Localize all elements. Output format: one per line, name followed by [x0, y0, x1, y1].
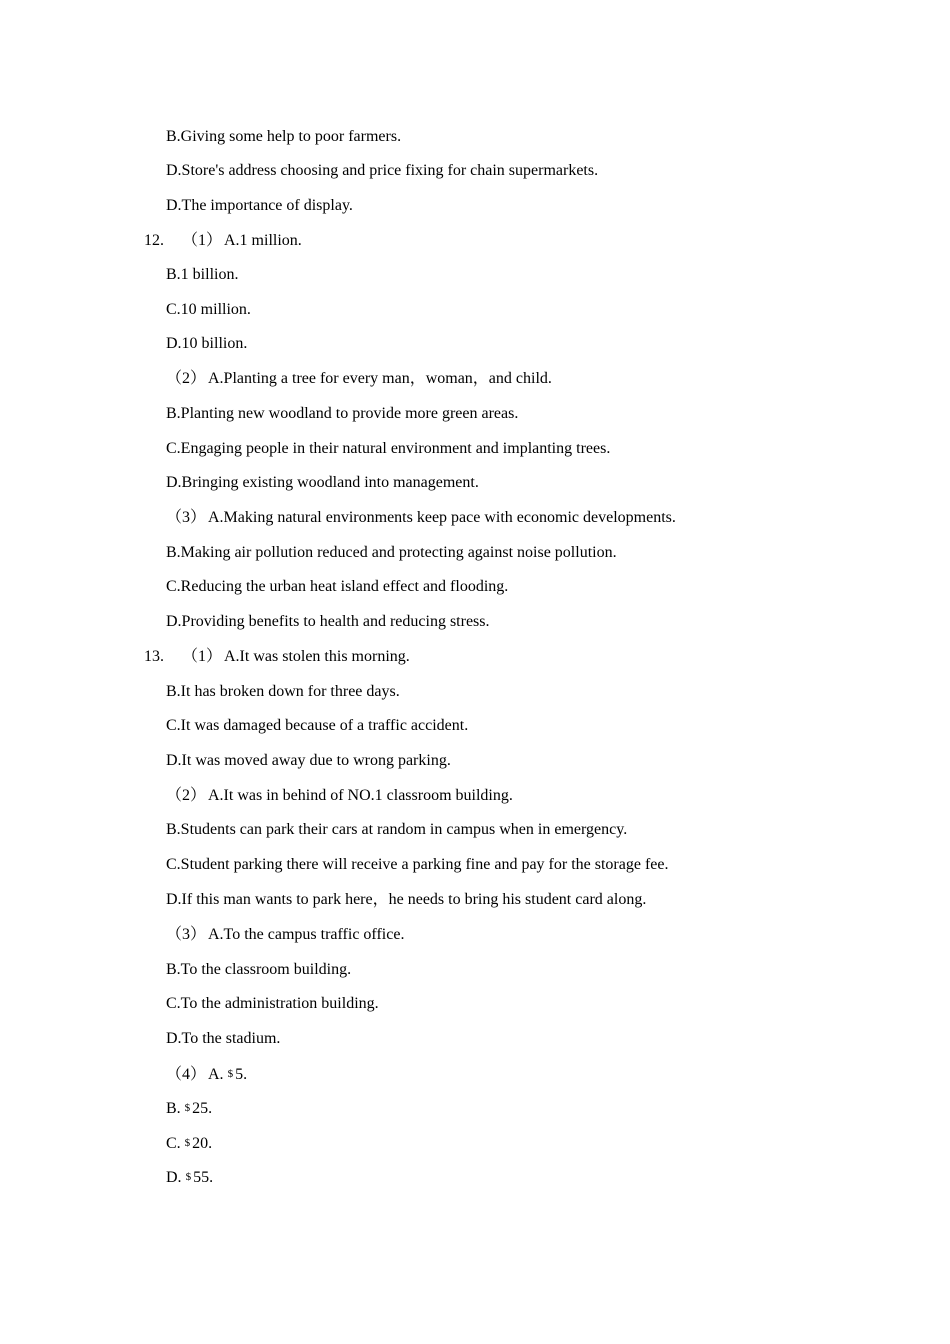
option-text: C.Reducing the urban heat island effect and flooding.	[166, 578, 509, 595]
option-text: B.It has broken down for three days.	[166, 683, 400, 700]
option-line	[166, 577, 508, 597]
option-line	[166, 439, 610, 459]
option-line	[166, 1029, 280, 1049]
option-text: B.Giving some help to poor farmers.	[166, 128, 402, 145]
option-text: B.Planting new woodland to provide more green areas.	[166, 405, 519, 422]
option-text: C.Student parking there will receive a parking fine and pay for the storage fee.	[166, 856, 669, 873]
option-text: D.Store's address choosing and price fixing for chain supermarkets.	[166, 162, 599, 179]
option-text: D.Providing benefits to health and reducing stress.	[166, 613, 490, 630]
option-text: A.It was in behind of NO.1 classroom building.	[208, 787, 513, 804]
option-prefix: B.	[166, 1100, 181, 1117]
sub-question-number: （1）	[182, 648, 223, 665]
option-amount: 20.	[192, 1135, 213, 1152]
option-text: B.Making air pollution reduced and protecting against noise pollution.	[166, 544, 617, 561]
option-line	[166, 196, 353, 216]
question-number: 12.	[144, 232, 164, 249]
option-text: D.Bringing existing woodland into management.	[166, 474, 479, 491]
question-13-line	[144, 647, 410, 667]
option-line	[166, 890, 646, 910]
option-line	[166, 404, 518, 424]
option-text: C.10 million.	[166, 301, 251, 318]
currency-symbol: $	[227, 1068, 234, 1080]
option-line	[166, 855, 668, 875]
option-prefix: C.	[166, 1135, 181, 1152]
option-line	[166, 751, 451, 771]
sub-question-number: （2）	[166, 370, 207, 387]
option-text: C.To the administration building.	[166, 995, 379, 1012]
option-text: C.Engaging people in their natural environment and implanting trees.	[166, 440, 611, 457]
option-line	[166, 1167, 213, 1188]
option-text: D.10 billion.	[166, 335, 248, 352]
option-prefix: A.	[208, 1066, 224, 1083]
option-line	[166, 1133, 212, 1154]
currency-symbol: $	[184, 1137, 191, 1149]
option-amount: 25.	[192, 1100, 213, 1117]
option-line	[166, 820, 627, 840]
sub-question-line	[166, 925, 404, 945]
option-line	[166, 265, 238, 285]
sub-question-number: （3）	[166, 509, 207, 526]
option-line	[166, 612, 490, 632]
option-text: D.It was moved away due to wrong parking.	[166, 752, 451, 769]
sub-question-line	[166, 508, 676, 528]
option-line	[166, 473, 479, 493]
option-line	[166, 1098, 212, 1119]
option-line	[166, 960, 351, 980]
question-number: 13.	[144, 648, 164, 665]
option-text: A.1 million.	[224, 232, 302, 249]
option-line	[166, 716, 468, 736]
option-text: A.To the campus traffic office.	[208, 926, 405, 943]
sub-question-number: （4）	[166, 1066, 207, 1083]
sub-question-line	[166, 369, 552, 389]
option-text: A.It was stolen this morning.	[224, 648, 410, 665]
option-text: B.Students can park their cars at random in campus when in emergency.	[166, 821, 628, 838]
question-12-line	[144, 231, 302, 251]
option-line	[166, 682, 400, 702]
sub-question-number: （3）	[166, 926, 207, 943]
option-text: A.Making natural environments keep pace with economic developments.	[208, 509, 676, 526]
option-text: D.If this man wants to park here，he needs to bring his student card along.	[166, 891, 647, 908]
option-line	[166, 300, 251, 320]
option-text: D.The importance of display.	[166, 197, 353, 214]
option-text: D.To the stadium.	[166, 1030, 281, 1047]
option-line	[166, 994, 379, 1014]
currency-symbol: $	[184, 1102, 191, 1114]
option-line	[166, 334, 247, 354]
sub-question-number: （2）	[166, 787, 207, 804]
sub-question-line	[166, 1064, 247, 1085]
option-prefix: D.	[166, 1169, 182, 1186]
option-text: C.It was damaged because of a traffic accident.	[166, 717, 469, 734]
option-text: B.1 billion.	[166, 266, 239, 283]
option-line	[166, 161, 598, 181]
option-text: B.To the classroom building.	[166, 961, 352, 978]
option-text: A.Planting a tree for every man，woman，and child.	[208, 370, 552, 387]
currency-symbol: $	[185, 1171, 192, 1183]
option-amount: 5.	[235, 1066, 248, 1083]
option-amount: 55.	[193, 1169, 214, 1186]
option-line	[166, 127, 401, 147]
sub-question-line	[166, 786, 513, 806]
sub-question-number: （1）	[182, 232, 223, 249]
option-line	[166, 543, 617, 563]
